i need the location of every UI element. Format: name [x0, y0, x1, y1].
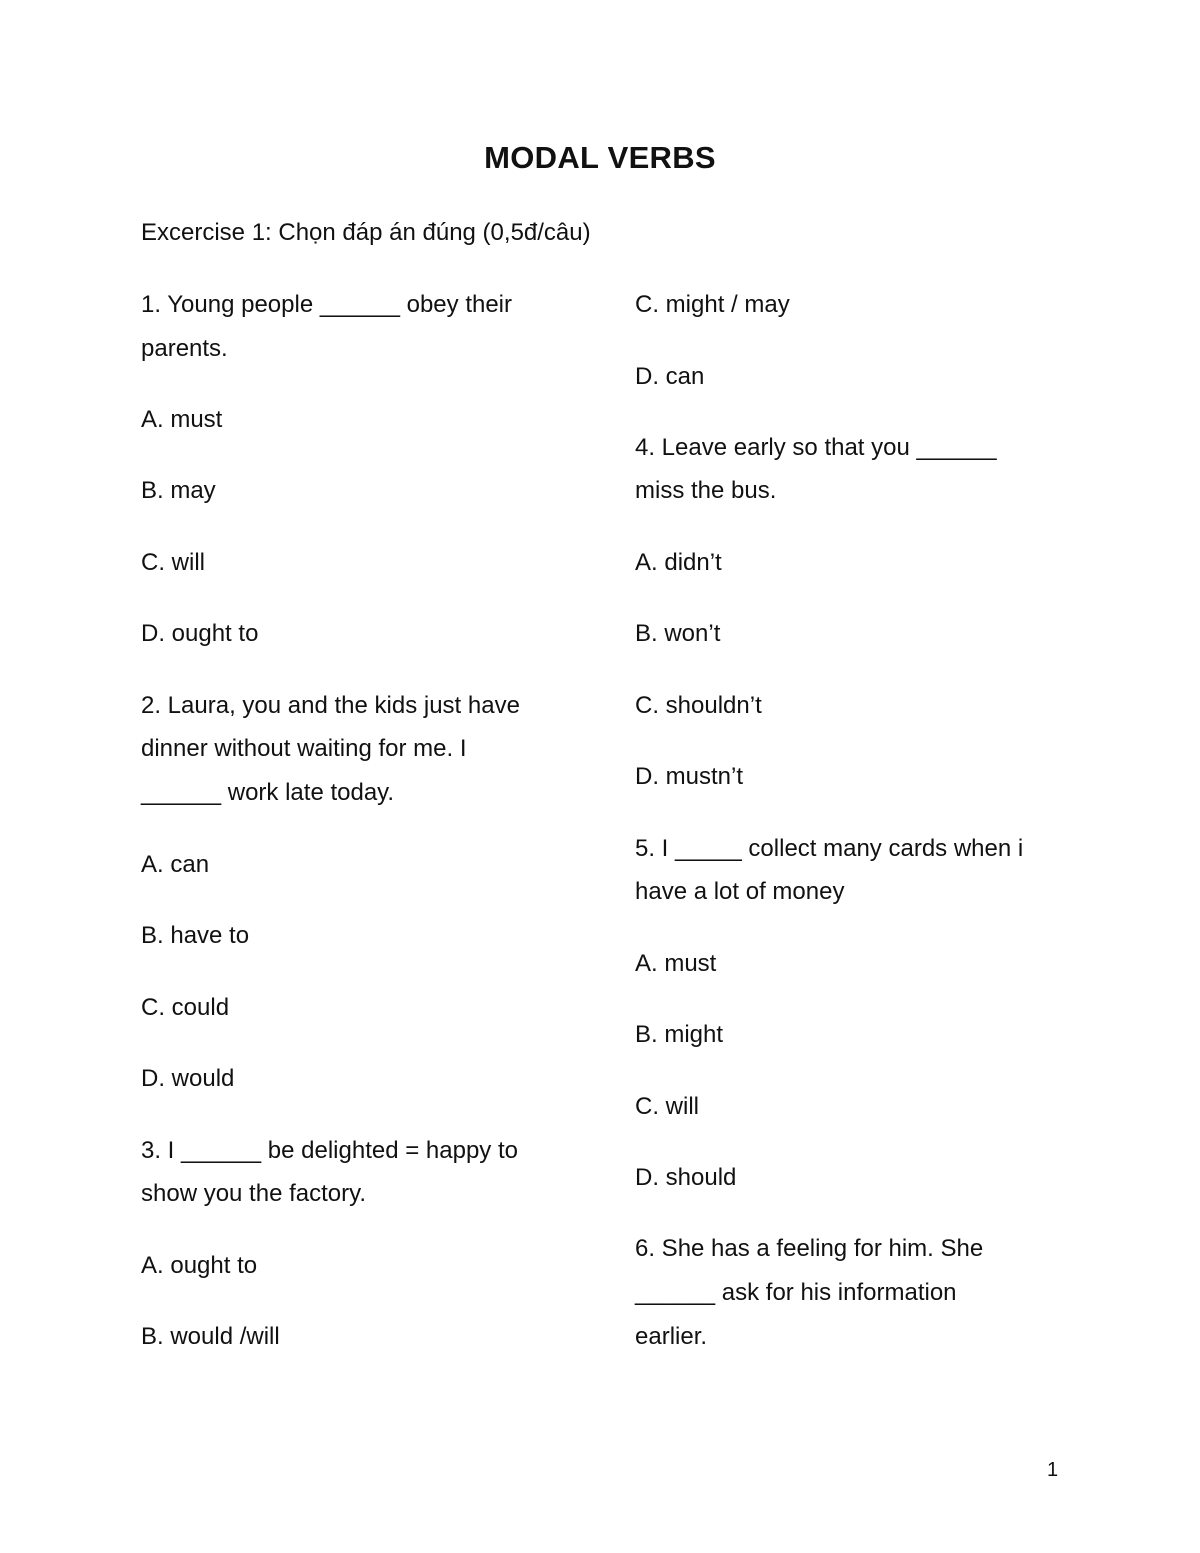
document-title: MODAL VERBS	[484, 140, 716, 175]
question-5-line-1: 5. I _____ collect many cards when i	[635, 835, 1024, 862]
question-3-line-2: show you the factory.	[141, 1180, 366, 1207]
question-3-line-1: 3. I ______ be delighted = happy to	[141, 1137, 518, 1164]
question-5-option-b: B. might	[635, 1021, 724, 1048]
question-6-line-1: 6. She has a feeling for him. She	[635, 1235, 984, 1262]
question-5-option-d: D. should	[635, 1164, 737, 1191]
question-5-option-c: C. will	[635, 1093, 699, 1120]
question-4-option-d: D. mustn’t	[635, 763, 744, 790]
question-5-line-2: have a lot of money	[635, 878, 845, 905]
question-2-option-c: C. could	[141, 994, 230, 1021]
question-2-option-b: B. have to	[141, 922, 250, 949]
question-2-option-a: A. can	[141, 851, 210, 878]
question-6-line-2: ______ ask for his information	[635, 1279, 957, 1306]
question-5-option-a: A. must	[635, 950, 717, 977]
question-2-line-3: ______ work late today.	[141, 779, 395, 806]
question-4-option-a: A. didn’t	[635, 549, 722, 576]
question-1-option-a: A. must	[141, 406, 223, 433]
question-3-option-d: D. can	[635, 363, 705, 390]
question-4-line-1: 4. Leave early so that you ______	[635, 434, 997, 461]
question-1-option-c: C. will	[141, 549, 205, 576]
question-4-option-c: C. shouldn’t	[635, 692, 762, 719]
question-3-option-a: A. ought to	[141, 1252, 258, 1279]
question-1-option-d: D. ought to	[141, 620, 259, 647]
question-1-line-1: 1. Young people ______ obey their	[141, 291, 513, 318]
question-3-option-b: B. would /will	[141, 1323, 280, 1350]
exercise-instruction: Excercise 1: Chọn đáp án đúng (0,5đ/câu)	[141, 219, 591, 246]
question-2-line-2: dinner without waiting for me. I	[141, 735, 467, 762]
question-2-line-1: 2. Laura, you and the kids just have	[141, 692, 520, 719]
question-2-option-d: D. would	[141, 1065, 235, 1092]
question-3-option-c: C. might / may	[635, 291, 790, 318]
question-4-line-2: miss the bus.	[635, 477, 777, 504]
question-6-line-3: earlier.	[635, 1323, 708, 1350]
question-1-option-b: B. may	[141, 477, 216, 504]
page-number: 1	[1047, 1459, 1059, 1481]
question-4-option-b: B. won’t	[635, 620, 721, 647]
question-1-line-2: parents.	[141, 335, 228, 362]
